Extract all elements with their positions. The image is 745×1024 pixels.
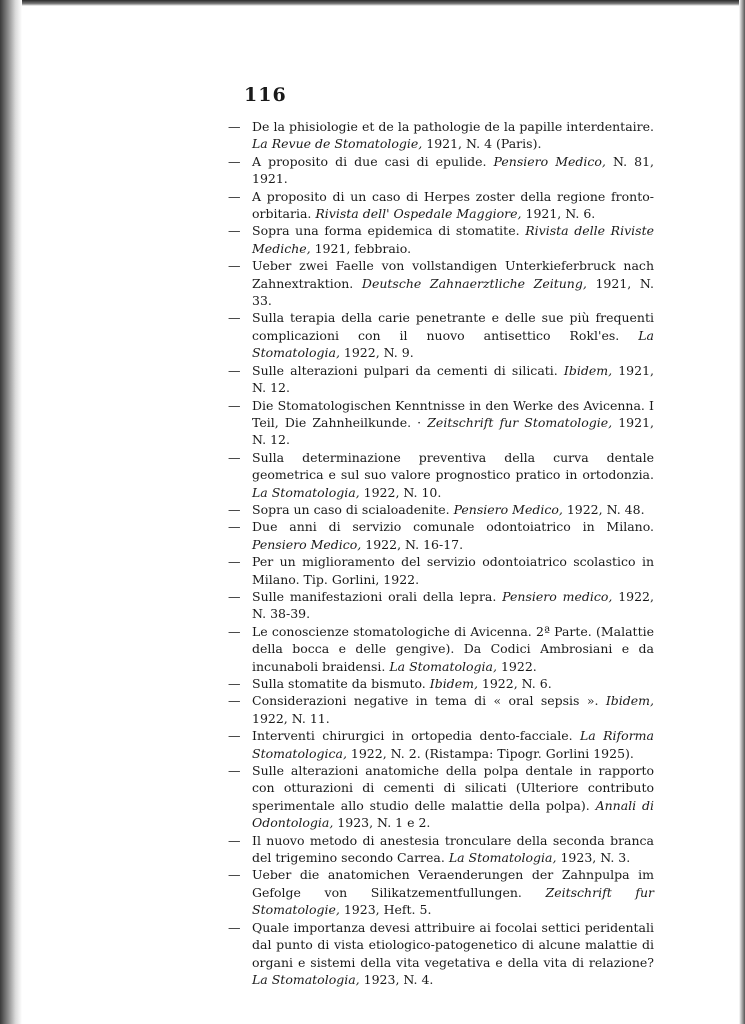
- entry-dash: —: [228, 867, 241, 883]
- entry-dash: —: [228, 153, 241, 169]
- scan-edge-top: [0, 0, 745, 6]
- entry-tail: 1922, N. 2. (Ristampa: Tipogr. Gorlini 1925).: [346, 745, 634, 761]
- entry-text: Due anni di servizio comunale odontoiatrico in Milano.: [252, 519, 654, 535]
- entry-text: Per un miglioramento del servizio odontoiatrico scolastico in Milano. Tip. Gorlini, 1922.: [252, 554, 654, 587]
- list-item: [228, 257, 654, 309]
- entry-tail: 1921, N. 12.: [252, 414, 655, 448]
- entry-dash: —: [228, 763, 241, 779]
- entry-source: La Stomatologia,: [389, 658, 497, 674]
- entry-source: Annali di Odontologia,: [252, 797, 654, 831]
- entry-text: Sulle alterazioni pulpari da cementi di silicati.: [252, 362, 564, 378]
- entry-tail: 1922, N. 48.: [562, 501, 645, 517]
- list-item: [228, 397, 654, 449]
- list-item: [228, 449, 654, 501]
- entry-source: Deutsche Zahnaerztliche Zeitung,: [361, 275, 587, 291]
- entry-source: La Stomatologia,: [252, 327, 654, 361]
- entry-dash: —: [228, 693, 241, 709]
- entry-text: Die Stomatologischen Kenntnisse in den Werke des Avicenna. I Teil, Die Zahnheilkunde. ·: [252, 397, 654, 430]
- page-number: 116: [244, 84, 287, 106]
- entry-text: Ueber zwei Faelle von vollstandigen Unterkieferbruck nach Zahnextraktion.: [252, 258, 654, 291]
- entry-tail: 1922, N. 11.: [252, 710, 330, 726]
- entry-dash: —: [228, 362, 241, 378]
- list-item: [228, 553, 654, 588]
- entry-tail: 1921, febbraio.: [310, 240, 412, 256]
- entry-dash: —: [228, 119, 241, 134]
- entry-tail: 1922, N. 6.: [477, 676, 552, 691]
- entry-tail: 1922, N. 9.: [339, 345, 414, 361]
- entry-source: Pensiero Medico,: [252, 536, 362, 552]
- entry-tail: 1922, N. 16-17.: [361, 536, 464, 552]
- entry-dash: —: [228, 501, 241, 517]
- entry-tail: 1923, Heft. 5.: [339, 902, 432, 918]
- entry-tail: 1922.: [497, 658, 537, 674]
- list-item: [228, 222, 654, 257]
- entry-tail: 1923, N. 1 e 2.: [333, 815, 431, 831]
- entry-dash: —: [228, 258, 241, 274]
- entry-dash: —: [228, 919, 241, 935]
- list-item: [228, 309, 654, 361]
- entry-dash: —: [228, 223, 241, 239]
- entry-text: De la phisiologie et de la pathologie de la papille interdentaire.: [252, 119, 654, 134]
- entry-text: Le conoscienze stomatologiche di Avicenna. 2ª Parte. (Malattie della bocca e delle gengive). Da Codici Ambrosiani e da incunaboli braidensi.: [252, 623, 654, 674]
- entry-source: Pensiero Medico,: [453, 501, 563, 517]
- entry-source: La Revue de Stomatologie,: [252, 136, 423, 152]
- list-item: [228, 762, 654, 832]
- list-item: [228, 588, 654, 623]
- entry-dash: —: [228, 728, 241, 744]
- list-item: [228, 692, 654, 727]
- entry-dash: —: [228, 588, 241, 604]
- list-item: [228, 623, 654, 675]
- entry-tail: 1921, N. 6.: [521, 206, 596, 222]
- entry-source: Zeitschrift fur Stomatologie,: [427, 414, 613, 430]
- list-item: [228, 153, 654, 188]
- entry-text: Interventi chirurgici in ortopedia dento-facciale.: [252, 728, 580, 744]
- entry-tail: N. 81, 1921.: [252, 153, 655, 187]
- entry-tail: 1923, N. 3.: [556, 850, 631, 866]
- entry-source: Pensiero Medico,: [493, 153, 606, 169]
- entry-dash: —: [228, 519, 241, 535]
- list-item: [228, 727, 654, 762]
- entry-tail: 1921, N. 12.: [252, 362, 654, 396]
- list-item: [228, 919, 654, 989]
- entry-dash: —: [228, 676, 241, 691]
- entry-source: Ibidem,: [429, 676, 478, 691]
- entry-dash: —: [228, 832, 241, 848]
- entry-source: Zeitschrift fur Stomatologie,: [252, 884, 654, 918]
- entry-dash: —: [228, 449, 241, 465]
- entry-source: Pensiero medico,: [502, 588, 613, 604]
- entry-text: A proposito di due casi di epulide.: [252, 153, 494, 169]
- entry-text: Sopra una forma epidemica di stomatite.: [252, 223, 526, 239]
- entry-source: Ibidem,: [563, 362, 613, 378]
- list-item: [228, 518, 654, 553]
- entry-tail: 1921, N. 33.: [252, 275, 654, 309]
- entry-text: Sulle manifestazioni orali della lepra.: [252, 588, 503, 604]
- entry-text: Quale importanza devesi attribuire ai focolai settici peridentali dal punto di vista etiologico-patogenetico di alcune malattie di organi e sistemi della vita vegetativa e della vita di relazione?: [252, 919, 654, 970]
- entry-tail: 1922, N. 38-39.: [252, 588, 654, 622]
- entry-text: Sopra un caso di scialoadenite.: [252, 501, 454, 517]
- scan-edge-right: [739, 0, 745, 1024]
- entry-text: Sulle alterazioni anatomiche della polpa dentale in rapporto con otturazioni di cementi di silicati (Ulteriore contributo sperimentale allo studio delle malattie della polpa).: [252, 763, 654, 813]
- entry-tail: 1923, N. 4.: [359, 971, 434, 987]
- entry-source: La Stomatologia,: [252, 484, 360, 500]
- entry-text: Ueber die anatomichen Veraenderungen der Zahnpulpa im Gefolge von Silikatzementfullungen.: [252, 867, 654, 900]
- entry-text: A proposito di un caso di Herpes zoster della regione fronto-orbitaria.: [252, 188, 654, 222]
- entry-dash: —: [228, 623, 241, 639]
- list-item: [228, 118, 654, 153]
- entry-source: La Stomatologia,: [252, 971, 360, 987]
- entry-text: Considerazioni negative in tema di « oral sepsis ».: [252, 693, 606, 709]
- scan-edge-left: [0, 0, 22, 1024]
- list-item: [228, 501, 654, 518]
- entry-source: Ibidem,: [605, 693, 654, 709]
- entry-dash: —: [228, 554, 241, 570]
- list-item: [228, 675, 654, 692]
- entry-source: La Stomatologia,: [448, 850, 557, 866]
- list-item: [228, 188, 654, 223]
- entry-source: Rivista dell' Ospedale Maggiore,: [315, 206, 522, 222]
- entry-source: La Riforma Stomatologica,: [252, 728, 654, 761]
- entry-text: Sulla terapia della carie penetrante e delle sue più frequenti complicazioni con il nuovo antisettico Rokl'es.: [252, 310, 654, 343]
- bibliography-list: [228, 118, 654, 988]
- entry-dash: —: [228, 310, 241, 326]
- entry-dash: —: [228, 188, 241, 204]
- entry-tail: 1922, N. 10.: [359, 484, 442, 500]
- list-item: [228, 362, 654, 397]
- entry-text: Sulla determinazione preventiva della curva dentale geometrica e sul suo valore prognostico pratico in ortodonzia.: [252, 449, 654, 483]
- list-item: [228, 866, 654, 918]
- list-item: [228, 832, 654, 867]
- entry-text: Il nuovo metodo di anestesia tronculare della seconda branca del trigemino secondo Carrea.: [252, 832, 654, 866]
- entry-dash: —: [228, 397, 241, 413]
- entry-text: Sulla stomatite da bismuto.: [252, 676, 430, 691]
- entry-tail: 1921, N. 4 (Paris).: [422, 136, 542, 152]
- entry-source: Rivista delle Riviste Mediche,: [252, 223, 654, 256]
